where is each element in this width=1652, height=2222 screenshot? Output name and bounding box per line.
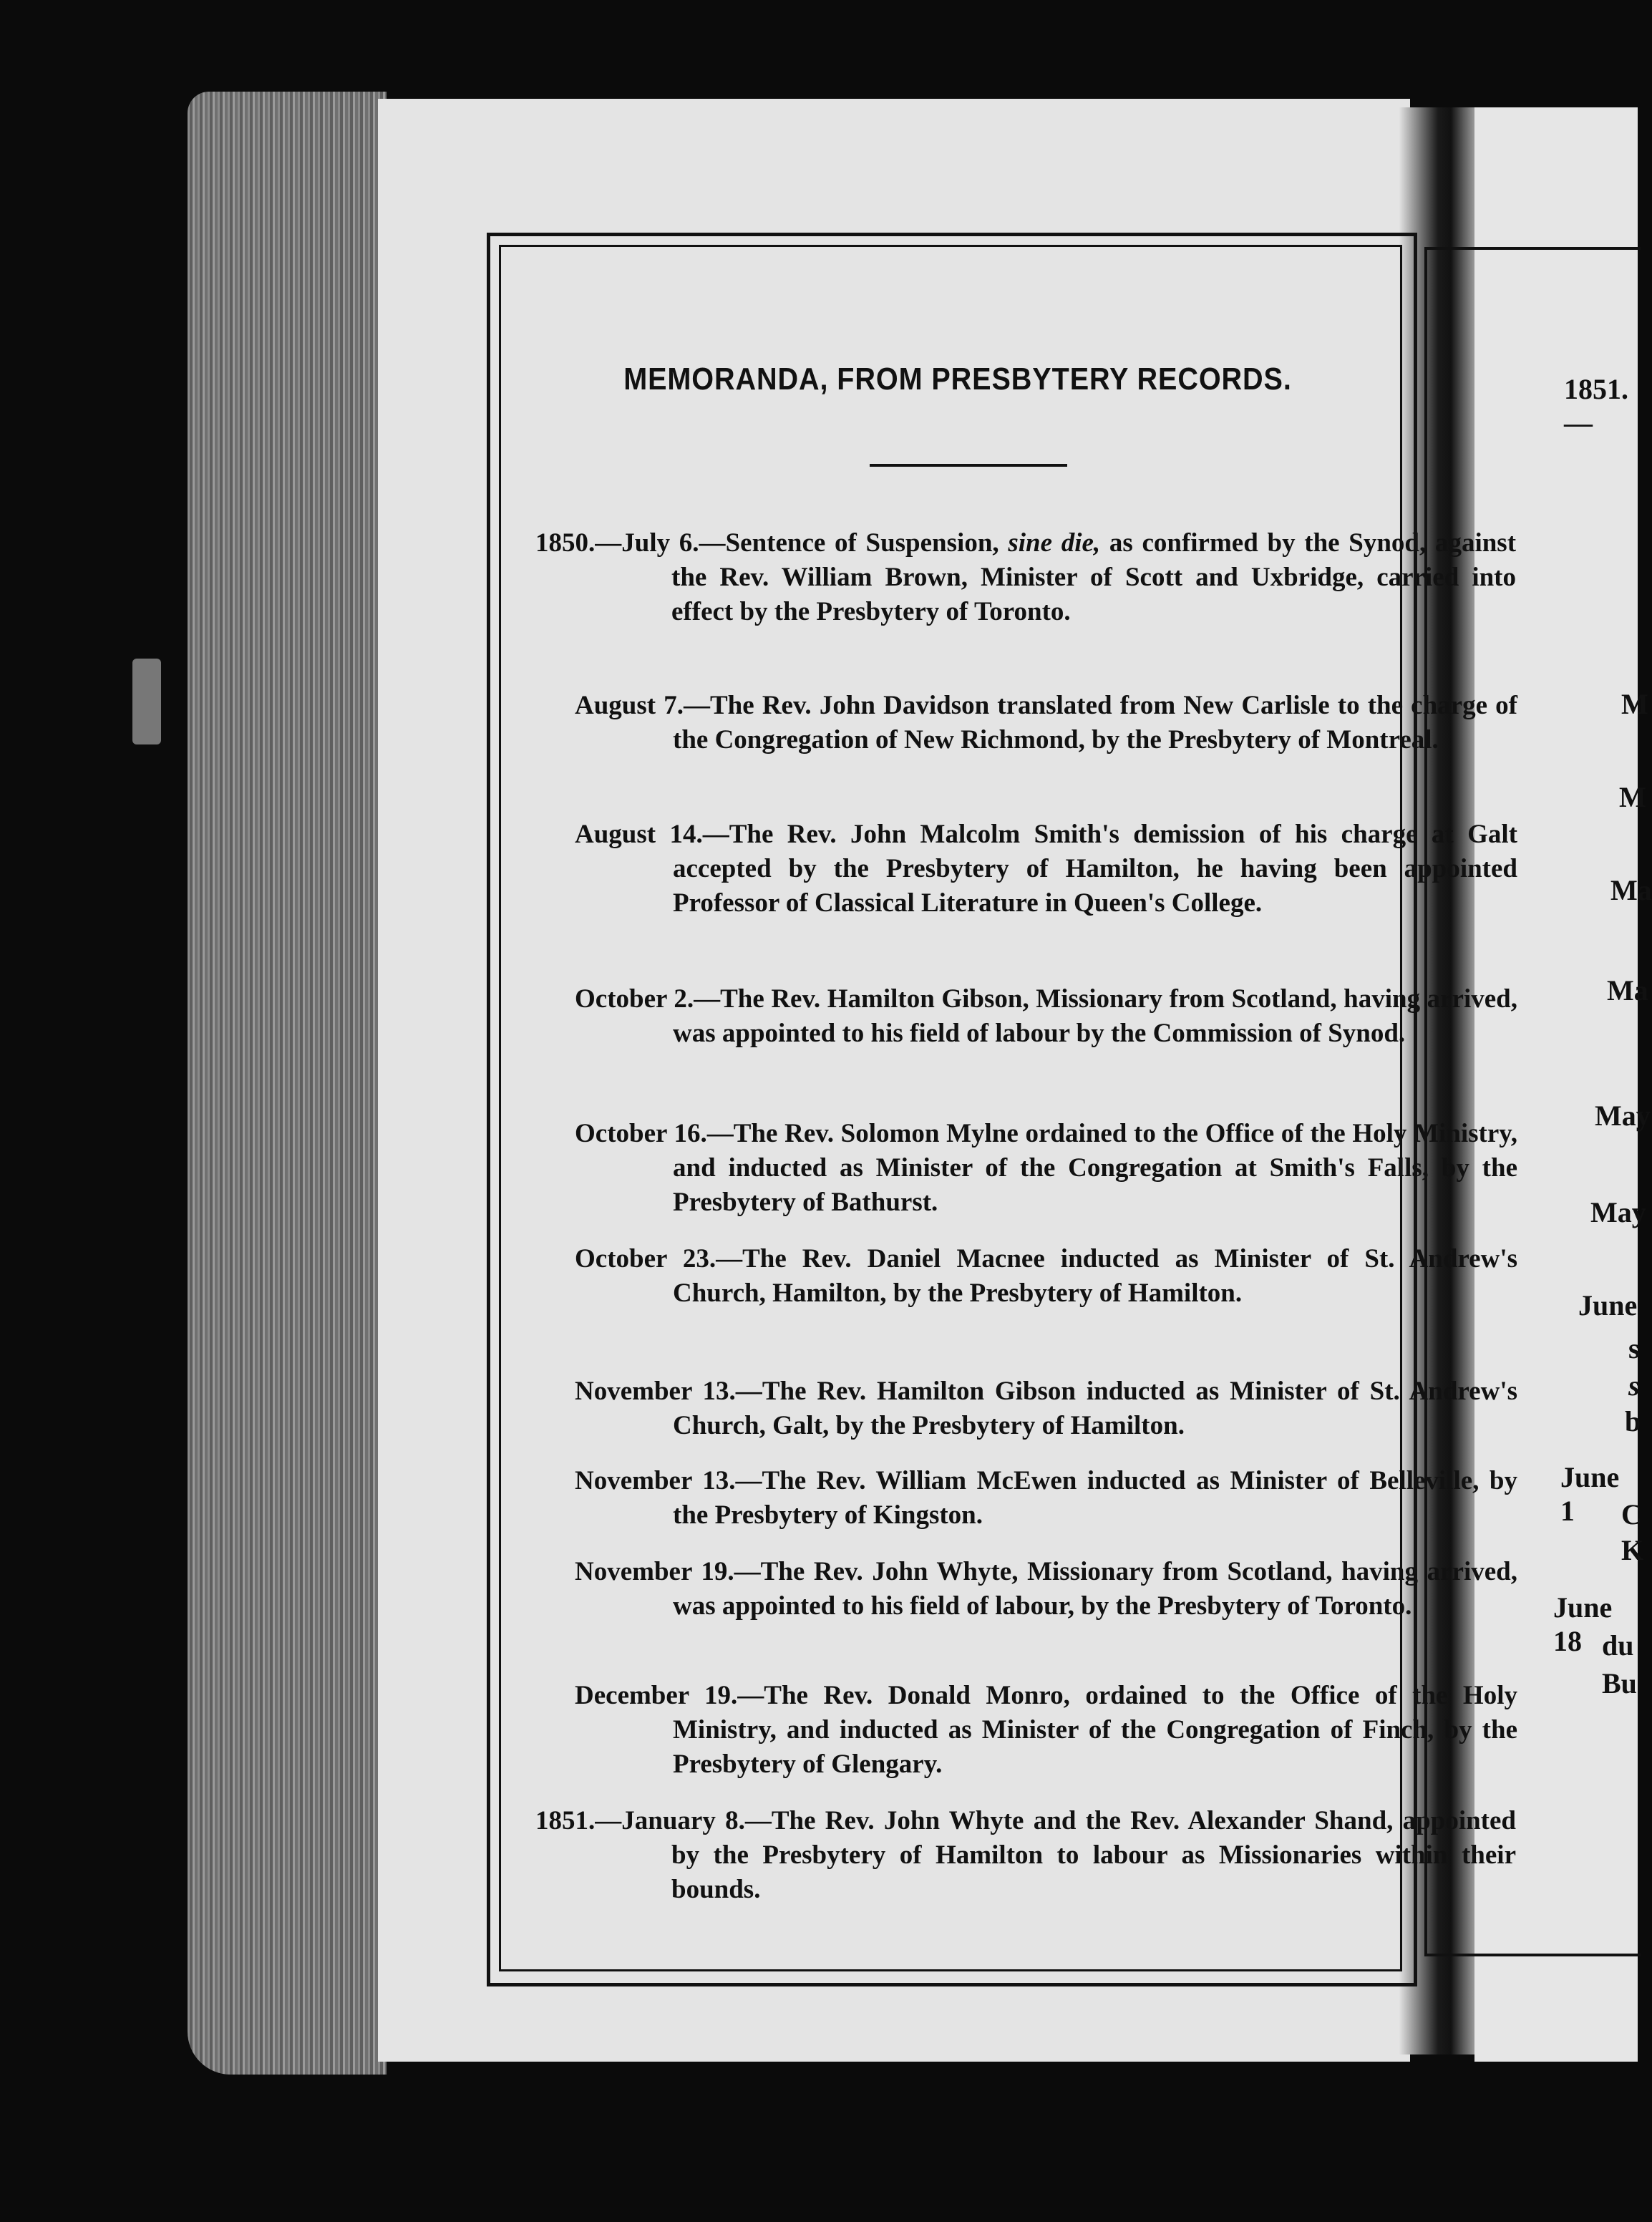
entry-italic: sine die,	[1008, 528, 1101, 558]
heading-rule	[870, 464, 1067, 467]
entry-october-2	[535, 982, 1517, 1051]
right-fragment: M	[1619, 781, 1646, 813]
entry-1851-january-8	[535, 1804, 1516, 1907]
page-heading: MEMORANDA, FROM PRESBYTERY RECORDS.	[623, 362, 1292, 397]
entry-date: 1851.—January 8.—	[535, 1806, 772, 1835]
entry-text: The Rev. John Whyte and the Rev. Alexander Shand, appointed by the Presbytery of Hamilton to labour as Missionaries within their bounds.	[671, 1806, 1516, 1904]
right-fragment: C	[1621, 1498, 1642, 1530]
entry-august-7	[535, 689, 1517, 757]
book-page-edges	[188, 92, 387, 2075]
book-edge-tab	[132, 659, 161, 744]
right-fragment: June 18	[1553, 1591, 1613, 1657]
entry-text: The Rev. Hamilton Gibson, Missionary from Scotland, having arrived, was appointed to his field of labour by the Commission of Synod.	[673, 984, 1517, 1048]
right-fragment: K	[1621, 1534, 1644, 1566]
right-fragment: s	[1628, 1332, 1640, 1364]
entry-text: The Rev. Solomon Mylne ordained to the Office of the Holy Ministry, and inducted as Minister of the Congregation at Smith's Falls, by the Presbytery of Bathurst.	[673, 1119, 1518, 1217]
entry-text: The Rev. Donald Monro, ordained to the Office of the Holy Ministry, and inducted as Minister of the Congregation of Finch, by the Presbytery of Glengary.	[673, 1681, 1517, 1779]
right-fragment: June	[1578, 1289, 1638, 1321]
entry-date: December 19.—	[575, 1681, 764, 1710]
entry-text: Sentence of Suspension,	[725, 528, 1009, 558]
right-fragment: du	[1602, 1629, 1634, 1661]
right-fragment: Ma	[1607, 974, 1648, 1006]
entry-date: November 13.—	[575, 1377, 762, 1406]
entry-october-23	[535, 1242, 1517, 1311]
right-fragment: 1851.—	[1564, 373, 1628, 439]
entry-date: November 13.—	[575, 1466, 762, 1495]
entry-december-19	[535, 1679, 1517, 1782]
entry-november-19	[535, 1555, 1517, 1624]
entry-text: as confirmed by the Synod, against the Rev. William Brown, Minister of Scott and Uxbridge, carried into effect by the Presbytery of Toronto.	[671, 528, 1517, 626]
entry-october-16	[535, 1117, 1517, 1220]
entry-date: October 16.—	[575, 1119, 734, 1148]
right-fragment: June 1	[1560, 1461, 1620, 1527]
entry-1850-july-6	[535, 526, 1516, 629]
entry-text: The Rev. Hamilton Gibson inducted as Minister of St. Andrew's Church, Galt, by the Presbytery of Hamilton.	[673, 1377, 1518, 1440]
entry-text: The Rev. John Davidson translated from New Carlisle to the charge of the Congregation of New Richmond, by the Presbytery of Montreal.	[673, 691, 1517, 755]
entry-date: October 23.—	[575, 1244, 743, 1273]
entry-date: 1850.—July 6.—	[535, 528, 726, 558]
entry-text: The Rev. William McEwen inducted as Minister of Belleville, by the Presbytery of Kingston.	[673, 1466, 1518, 1530]
entry-text: The Rev. John Whyte, Missionary from Scotland, having arrived, was appointed to his field of labour, by the Presbytery of Toronto.	[673, 1557, 1517, 1621]
right-fragment: b	[1625, 1405, 1641, 1437]
entry-november-13-b	[535, 1464, 1517, 1533]
entry-date: August 7.—	[575, 691, 710, 720]
entry-text: The Rev. John Malcolm Smith's demission of his charge at Galt accepted by the Presbytery of Hamilton, he having been appointed Professor of Classical Literature in Queen's College.	[673, 820, 1517, 918]
right-fragment: M	[1621, 688, 1648, 720]
entry-date: October 2.—	[575, 984, 721, 1014]
right-fragment: Bu	[1602, 1667, 1637, 1699]
entry-date: November 19.—	[575, 1557, 761, 1586]
right-fragment: s	[1628, 1369, 1640, 1402]
entry-date: August 14.—	[575, 820, 729, 849]
entry-text: The Rev. Daniel Macnee inducted as Minister of St. Andrew's Church, Hamilton, by the Presbytery of Hamilton.	[673, 1244, 1517, 1308]
right-fragment: Ma	[1610, 874, 1652, 906]
entry-november-13-a	[535, 1374, 1517, 1443]
entry-august-14	[535, 818, 1517, 921]
right-fragment: May	[1590, 1196, 1646, 1228]
right-fragment: May	[1595, 1100, 1651, 1132]
